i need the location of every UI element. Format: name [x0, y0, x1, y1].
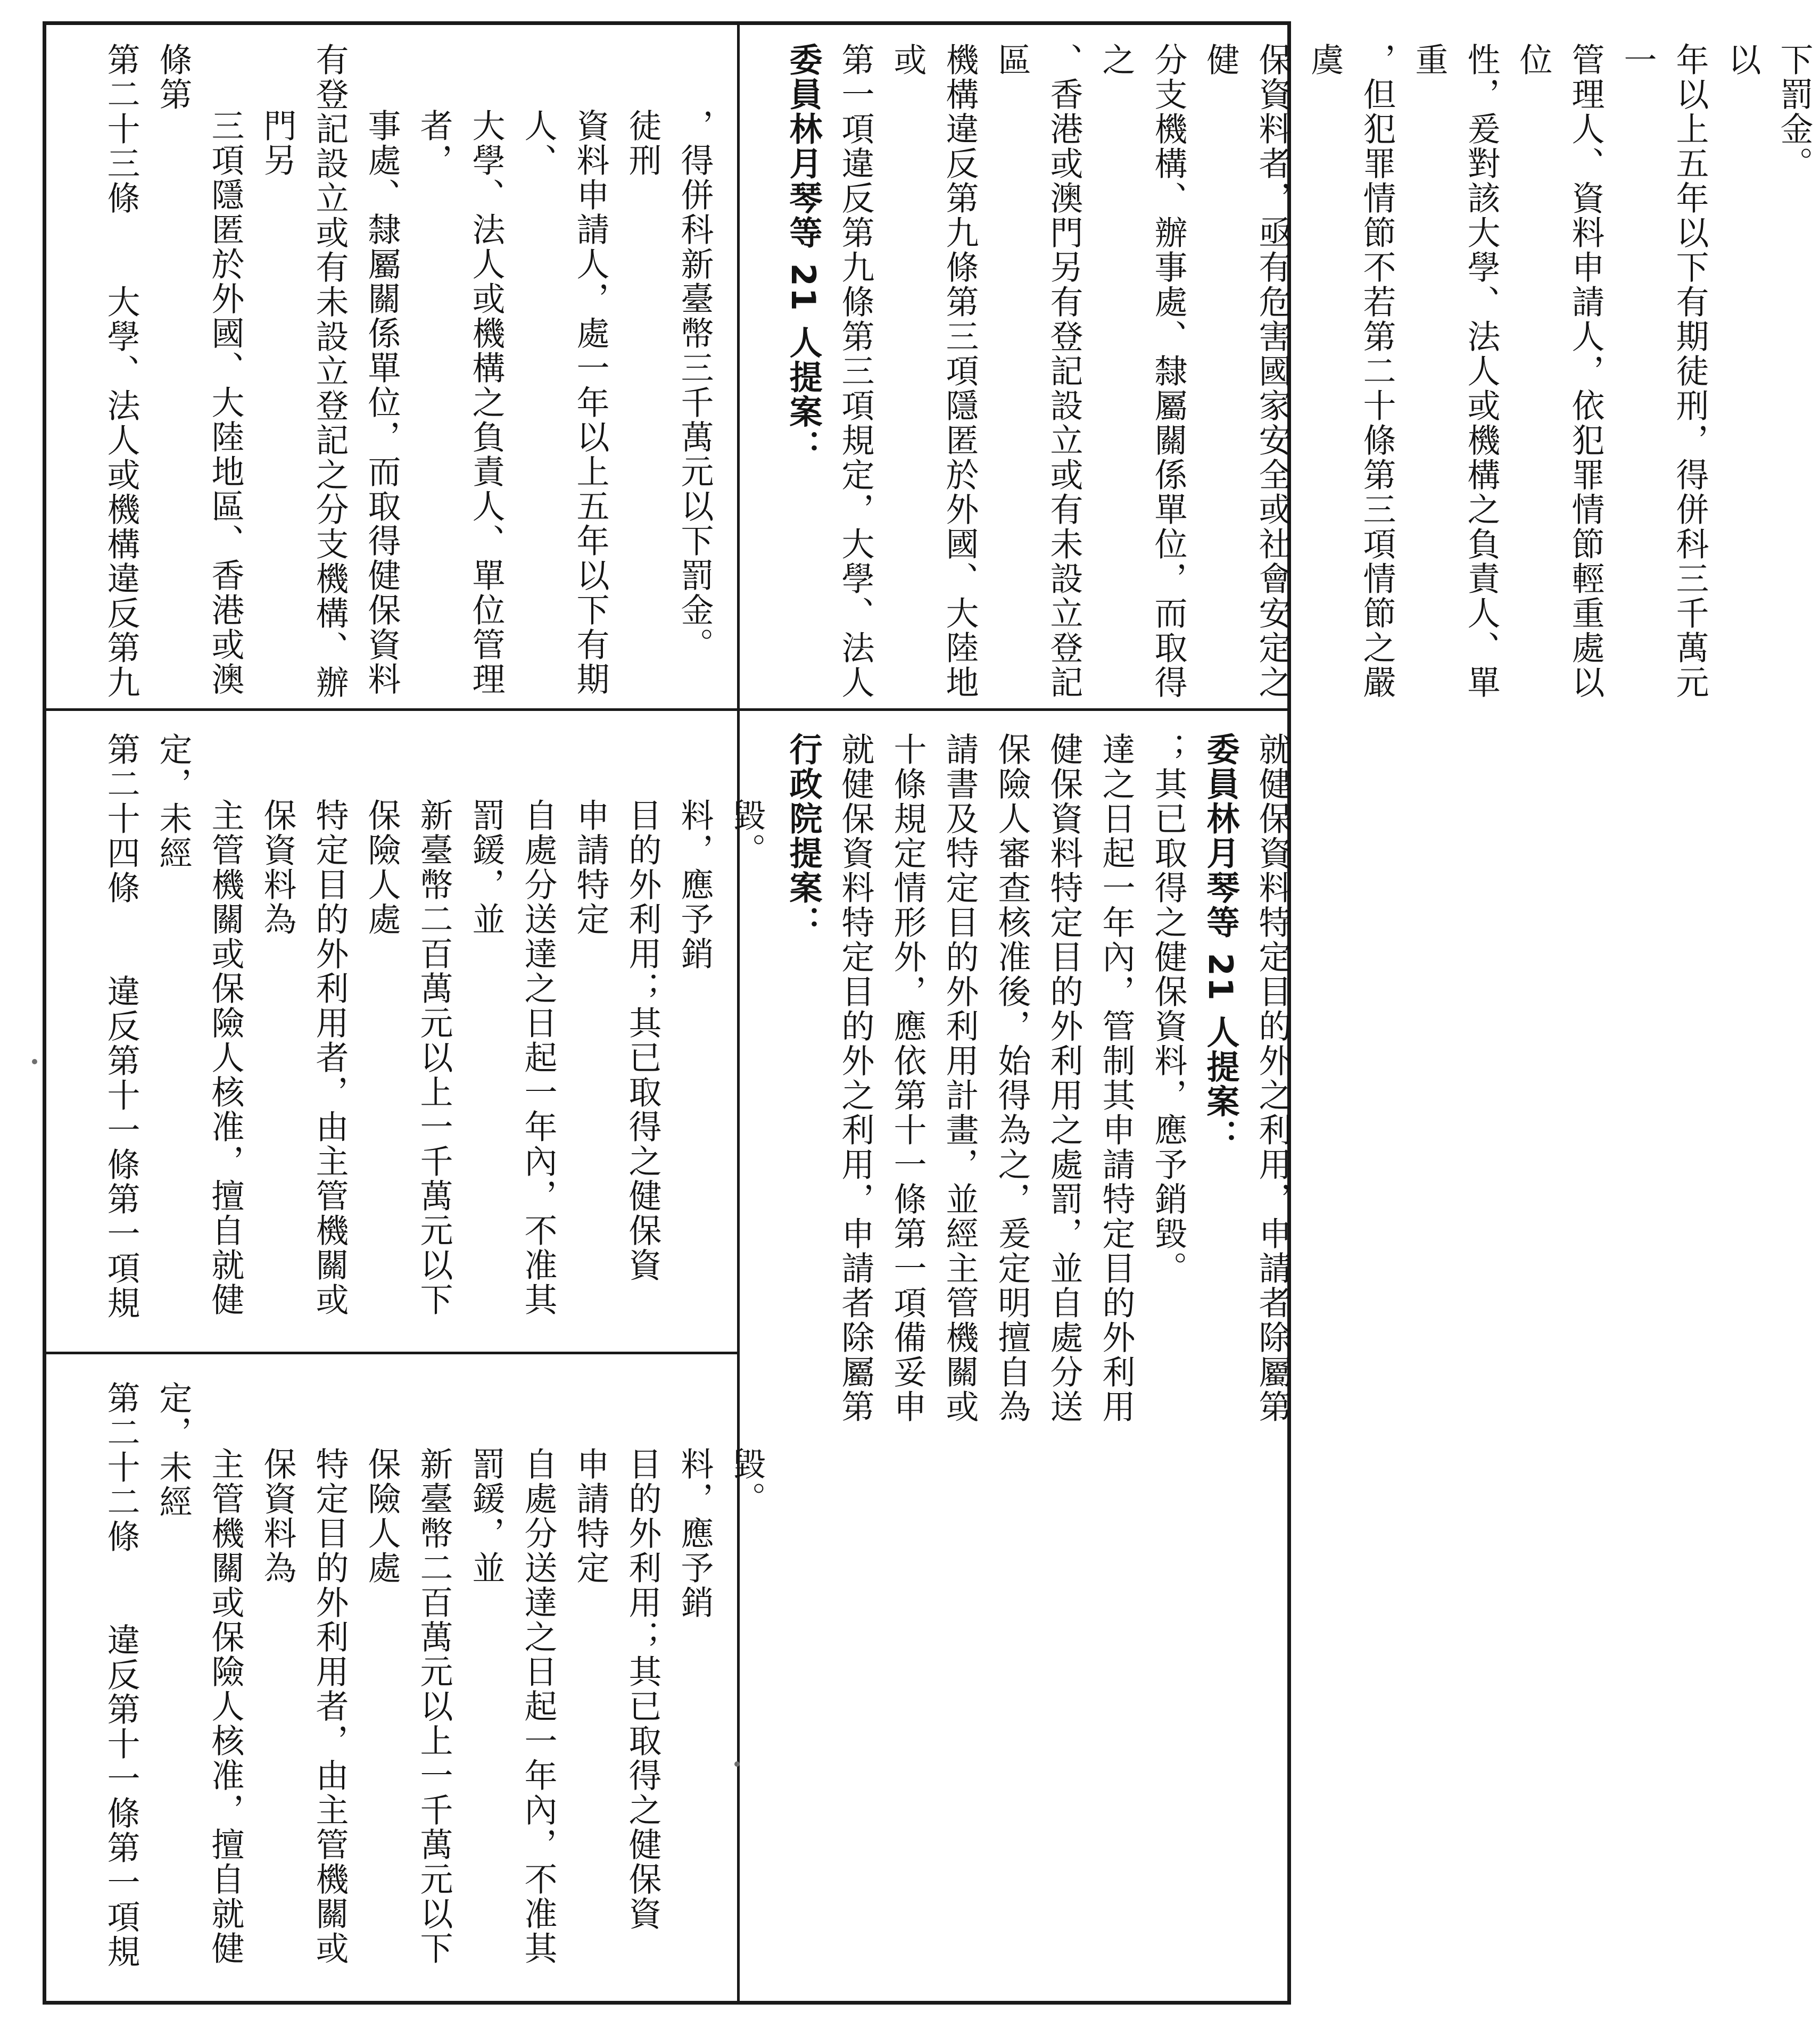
article-23-title-line	[95, 43, 199, 708]
cell-article-22	[46, 1354, 766, 2001]
text-line: 主管機關或保險人核准，擅自就健保資料為	[206, 798, 297, 1317]
text-line: 違反第十一條第一項規定，未經	[102, 1381, 193, 1969]
proposal-lin-text	[777, 43, 1820, 708]
proposal-heading: 委員林月琴等 21 人提案：	[784, 43, 823, 464]
text-line: 機構違反第九條第三項隱匿於外國、大陸地區	[940, 43, 1031, 700]
article-22-text	[95, 1381, 773, 1998]
text-line: 就健保資料特定目的外之利用，申請者除屬第	[1253, 732, 1292, 1424]
text-line: 違反第十一條第一項規定，未經	[102, 732, 193, 1320]
text-line: 大學、法人或機構違反第九條第	[102, 43, 193, 700]
text-line: 目的外利用；其已取得之健保資料，應予銷	[623, 1447, 714, 1931]
article-title: 第二十四條	[102, 732, 140, 905]
cell-article-24	[46, 711, 766, 1352]
text-line: ，得併科新臺幣三千萬元以下罰金。	[675, 109, 714, 662]
scan-speck	[32, 1059, 37, 1064]
text-line: ；其已取得之健保資料，應予銷毀。	[1149, 732, 1188, 1286]
text-line: 大學、法人或機構之負責人、單位管理人、	[467, 109, 558, 697]
text-line: 特定目的外利用者，由主管機關或保險人處	[310, 798, 401, 1317]
text-line: 請書及特定目的外利用計畫，並經主管機關或	[940, 732, 979, 1424]
proposal-heading: 行政院提案：	[784, 732, 823, 940]
text-line: 毀。	[727, 798, 766, 867]
text-line: 年以上五年以下有期徒刑，得併科三千萬元以	[1670, 43, 1761, 700]
text-line: 健保資料特定目的外利用之處罰，並自處分送	[1045, 732, 1083, 1424]
text-line: 、香港或澳門另有登記設立或有未設立登記之	[1045, 43, 1136, 700]
text-line: 毀。	[727, 1447, 766, 1516]
proposals-bottom-text	[777, 732, 1298, 1999]
text-line: 十條規定情形外，應依第十一條第一項備妥申	[888, 732, 927, 1424]
article-23-text	[95, 43, 721, 708]
article-title: 第二十二條	[102, 1381, 140, 1554]
text-line: 就健保資料特定目的外之利用，申請者除屬第	[836, 732, 875, 1424]
text-line: 達之日起一年內，管制其申請特定目的外利用	[1097, 732, 1136, 1424]
text-line: 保資料者，亟有危害國家安全或社會安定之虞	[1253, 43, 1344, 700]
text-line: 三項隱匿於外國、大陸地區、香港或澳門另	[206, 109, 297, 697]
text-line: 分支機構、辦事處、隸屬關係單位，而取得健	[1149, 43, 1240, 700]
row-divider	[43, 1352, 740, 1354]
text-line: 有登記設立或有未設立登記之分支機構、辦	[310, 43, 349, 700]
text-line: 事處、隸屬關係單位，而取得健保資料者，	[362, 109, 453, 697]
text-line: 目的外利用；其已取得之健保資料，應予銷	[623, 798, 714, 1282]
cell-proposal-lin-top	[740, 24, 1814, 708]
text-line: 下罰金。	[1775, 43, 1814, 181]
text-line: 性，爰對該大學、法人或機構之負責人、單位	[1462, 43, 1553, 700]
text-line: 主管機關或保險人核准，擅自就健保資料為	[206, 1447, 297, 1966]
article-24-text	[95, 732, 773, 1344]
cell-article-23	[46, 24, 737, 708]
text-line: 新臺幣二百萬元以上一千萬元以下罰鍰，並	[415, 798, 506, 1317]
cell-proposals-bottom	[740, 711, 1292, 2001]
text-line: 新臺幣二百萬元以上一千萬元以下罰鍰，並	[415, 1447, 506, 1966]
text-line: 自處分送達之日起一年內，不准其申請特定	[519, 798, 610, 1317]
text-line: 自處分送達之日起一年內，不准其申請特定	[519, 1447, 610, 1966]
text-line: 保險人審查核准後，始得為之，爰定明擅自為	[992, 732, 1031, 1424]
text-line: 特定目的外利用者，由主管機關或保險人處	[310, 1447, 401, 1966]
text-line: 管理人、資料申請人，依犯罪情節輕重處以一	[1566, 43, 1657, 700]
text-line: 第一項違反第九條第三項規定，大學、法人或	[836, 43, 927, 700]
text-line: 資料申請人，處一年以上五年以下有期徒刑	[571, 109, 662, 697]
proposal-heading: 委員林月琴等 21 人提案：	[1201, 732, 1240, 1154]
article-title: 第二十三條	[102, 43, 140, 216]
scan-speck	[734, 1761, 740, 1767]
text-line: ，但犯罪情節不若第二十條第三項情節之嚴重	[1358, 43, 1449, 700]
